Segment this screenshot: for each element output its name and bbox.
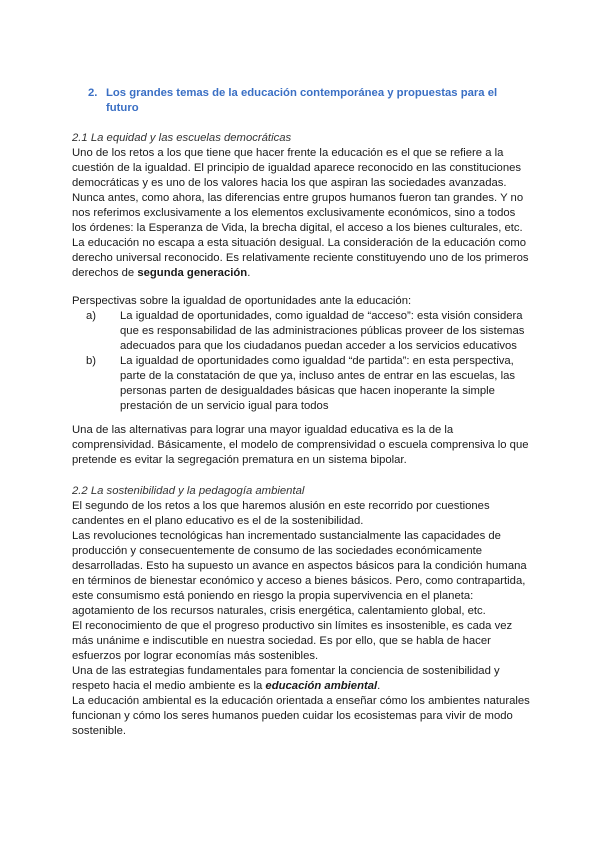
bold-term-educacion-ambiental: educación ambiental [265, 680, 378, 692]
list-item-text: La igualdad de oportunidades, como igualdad de “acceso”: esta visión considera que es responsabilidad de las administraciones públicas proveer de los sistemas adecuados para que los ciudadanos puedan acceder a los servicios educativos [120, 310, 525, 352]
section-sostenibilidad [72, 484, 532, 739]
heading-title: Los grandes temas de la educación contemporánea y propuestas para el futuro [106, 87, 498, 114]
paragraph-estrategias [72, 664, 532, 694]
list-item-text: La igualdad de oportunidades como igualdad “de partida”: en esta perspectiva, parte de la constatación de que ya, incluso antes de entrar en las escuelas, las personas parten de desigualdades básicas que hacen inoperante la simple prestación de un servicio igual para todos [120, 355, 516, 412]
paragraph-end: . [247, 267, 251, 279]
section-heading [88, 86, 508, 116]
paragraph-revoluciones: Las revoluciones tecnológicas han incrementado sustancialmente las capacidades de producción y consecuentemente de consumo de las sociedades económicamente desarrolladas. Esto ha supuesto un avance en aspectos básicos para la condición humana en términos de bienestar económico y acceso a bienes básicos. Pero, como contrapartida, este consumismo está poniendo en riesgo la propia supervivencia en el planeta: agotamiento de los recursos naturales, crisis energética, calentamiento global, etc. [72, 530, 527, 617]
subtitle-sostenibilidad: 2.2 La sostenibilidad y la pedagogía ambiental [72, 485, 305, 497]
paragraph-educacion-ambiental: La educación ambiental es la educación orientada a enseñar cómo los ambientes naturales funcionan y cómo los seres humanos pueden cuidar los ecosistemas para vivir de modo sostenible. [72, 695, 530, 737]
list-intro: Perspectivas sobre la igualdad de oportunidades ante la educación: [72, 295, 412, 307]
list-marker: b) [86, 355, 97, 367]
comprensividad-block [72, 423, 532, 468]
section-equidad [72, 131, 532, 281]
paragraph-comprensividad: Una de las alternativas para lograr una mayor igualdad educativa es la de la comprensividad. Básicamente, el modelo de comprensividad o escuela comprensiva lo que pretende es evitar la segregación prematura en un sistema bipolar. [72, 424, 529, 466]
paragraph-segundo-reto: El segundo de los retos a los que haremos alusión en este recorrido por cuestiones candentes en el plano educativo es el de la sostenibilidad. [72, 500, 490, 527]
subtitle-equidad: 2.1 La equidad y las escuelas democráticas [72, 132, 292, 144]
list-marker: a) [86, 310, 97, 322]
list-item [86, 354, 532, 414]
paragraph-text: Una de las estrategias fundamentales para fomentar la conciencia de sostenibilidad y respeto hacia el medio ambiente es la [72, 665, 500, 692]
paragraph-reconocimiento: El reconocimiento de que el progreso productivo sin límites es insostenible, es cada vez más unánime e indiscutible en nuestra sociedad. Es por ello, que se habla de hacer esfuerzos por lograr economías más sostenibles. [72, 620, 513, 662]
bold-term-segunda-generacion: segunda generación [137, 267, 248, 279]
list-item [86, 309, 532, 354]
heading-number: 2. [88, 87, 98, 99]
perspectivas-block [72, 294, 532, 414]
perspectivas-list [72, 309, 532, 414]
paragraph-end: . [377, 680, 381, 692]
paragraph-igualdad: Uno de los retos a los que tiene que hacer frente la educación es el que se refiere a la cuestión de la igualdad. El principio de igualdad aparece reconocido en las constituciones democráticas y es uno de los valores hacia los que aspiran las sociedades avanzadas. Nunca antes, como ahora, las diferencias entre grupos humanos fueron tan grandes. Y no nos referimos exclusivamente a los elementos exclusivamente económicos, sino a todos los órdenes: la Esperanza de Vida, la brecha digital, el acceso a los bienes culturales, etc. [72, 147, 524, 234]
paragraph-situacion-desigual [72, 236, 532, 281]
paragraph-text: La educación no escapa a esta situación desigual. La consideración de la educación como derecho universal reconocido. Es relativamente reciente constituyendo uno de los primeros derechos de [72, 237, 529, 279]
